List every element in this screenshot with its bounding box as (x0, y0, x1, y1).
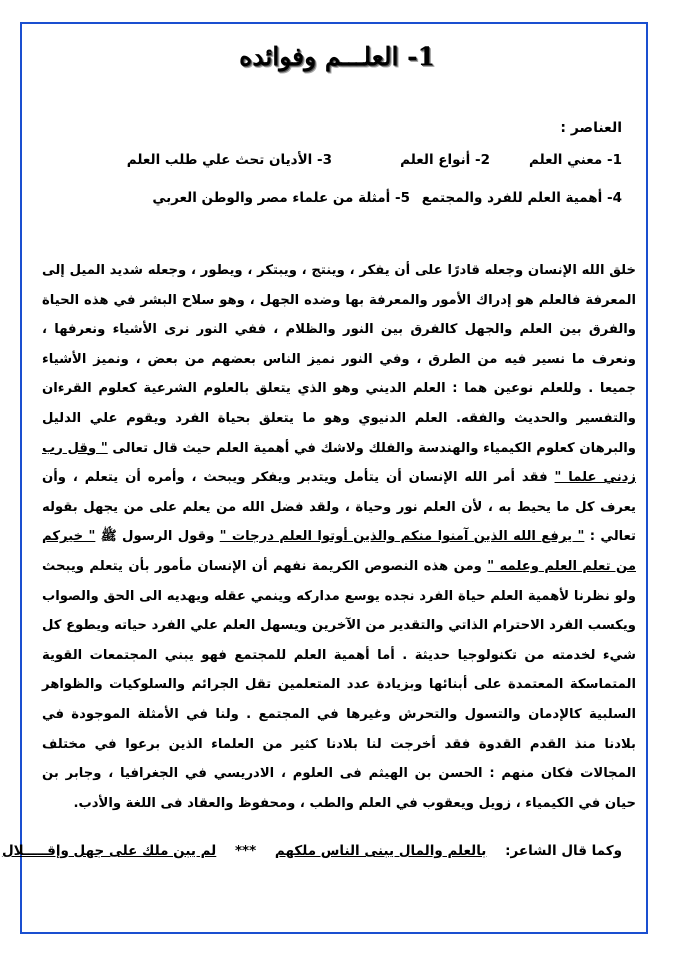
elements-row-2 (152, 190, 622, 206)
body-text-e: ولنا في الأمثلة الموجودة في بلادنا منذ القدم القدوة فقد أخرجت لنا بلادنا كثير من العلماء الذين برعوا في مختلف المجالات فكان منهم : الحسن بن الهيثم فى العلوم ، الادريسي في الجغرافيا ، وجابر بن حيان في الكيمياء ، زويل ويعقوب في العلم والطب ، ومحفوظ والعقاد فى اللغة والأدب. (42, 706, 636, 811)
religious-science-text: العلم الديني وهو الذي يتعلق بالعلوم الشرعية كعلوم القرءان والتفسير والحديث والفقه. (42, 381, 636, 426)
elements-row-1 (127, 152, 622, 168)
types-text: وللعلم نوعين هما : (452, 381, 582, 397)
page-title: 1- العلـــم وفوائده (239, 42, 435, 71)
poem-line (2, 843, 622, 859)
poem-separator: *** (234, 843, 257, 859)
poem-intro: وكما قال الشاعر: (505, 843, 622, 859)
element-item-2: 2- أنواع العلم (400, 152, 490, 168)
quran-quote-2: " يرفع الله الذين آمنوا منكم والذين أوتوا العلم درجات " (219, 529, 585, 545)
article-body (42, 256, 636, 818)
poem-hemistich-2: لم يبن ملك على جهل وإقـــــلال (1, 843, 217, 859)
body-paragraph (42, 256, 636, 818)
body-text-b: فقد أمر الله الإنسان أن يتأمل ويتدبر ويفكر ويبحث ، وأمره أن يتعلم ، وأن يعرف كل ما يحيط به ، لأن العلم نور وحياة ، ولقد فضل الله من يعلم على من يجهل بقوله تعالي : (42, 470, 637, 545)
element-item-5: 5- أمثلة من علماء مصر والوطن العربي (152, 190, 410, 206)
element-item-1: 1- معني العلم (529, 152, 622, 168)
hadith-quote: " خيركم من تعلم العلم وعلمه " (42, 529, 636, 574)
poem-hemistich-1: بالعلم والمال يبنى الناس ملكهم (274, 843, 487, 859)
intro-text: خلق الله الإنسان وجعله قادرًا على أن يفكر ، وينتج ، ويبتكر ، ويطور ، وجعله شديد الميل إلى المعرفة فالعلم هو إدراك الأمور والمعرفة بها وضده الجهل ، وهو سلاح البشر في هذه الحياة والفرق بين العلم والجهل كالفرق بين النور والظلام ، ففي النور نرى الأشياء ونعرفها ، ونعرف ما نسير فيه من الطرق ، وفي النور نميز الناس بعضهم من بعض ، ونميز الأشياء جميعا . (42, 263, 637, 397)
body-text-c: وقول الرسول ﷺ (100, 529, 215, 545)
element-item-4: 4- أهمية العلم للفرد والمجتمع (421, 190, 622, 206)
element-item-3: 3- الأديان تحث علي طلب العلم (126, 152, 332, 168)
quran-quote-1: " وقل رب زدني علما " (42, 440, 637, 486)
elements-label: العناصر : (560, 120, 622, 136)
body-text-d: ومن هذه النصوص الكريمة نفهم أن الإنسان مأمور بأن يتعلم ويبحث ولو نظرنا لأهمية العلم حياة الفرد نجده يوسع مداركه وينمي عقله ويهديه الى الحق والصواب ويكسب الفرد الاحترام الذاتي والتقدير من الآخرين ويسهل العلم علي الفرد حياته ويطوع كل شيء لخدمته من تكنولوجيا حديثة . أما أهمية العلم للمجتمع فهو يبني المجتمعات القوية المتماسكة المعتمدة على أبنائها وبزيادة عدد المتعلمين تقل الجرائم والسلوكيات والظواهر السلبية كالإدمان والتسول والتحرش وغيرها في المجتمع . (42, 558, 636, 722)
worldly-science-text: العلم الدنيوي وهو ما يتعلق بحياة الفرد ويقوم علي الدليل والبرهان كعلوم الكيمياء والهندسة والفلك ولاشك في أهمية العلم حيث قال تعالى (42, 410, 637, 456)
